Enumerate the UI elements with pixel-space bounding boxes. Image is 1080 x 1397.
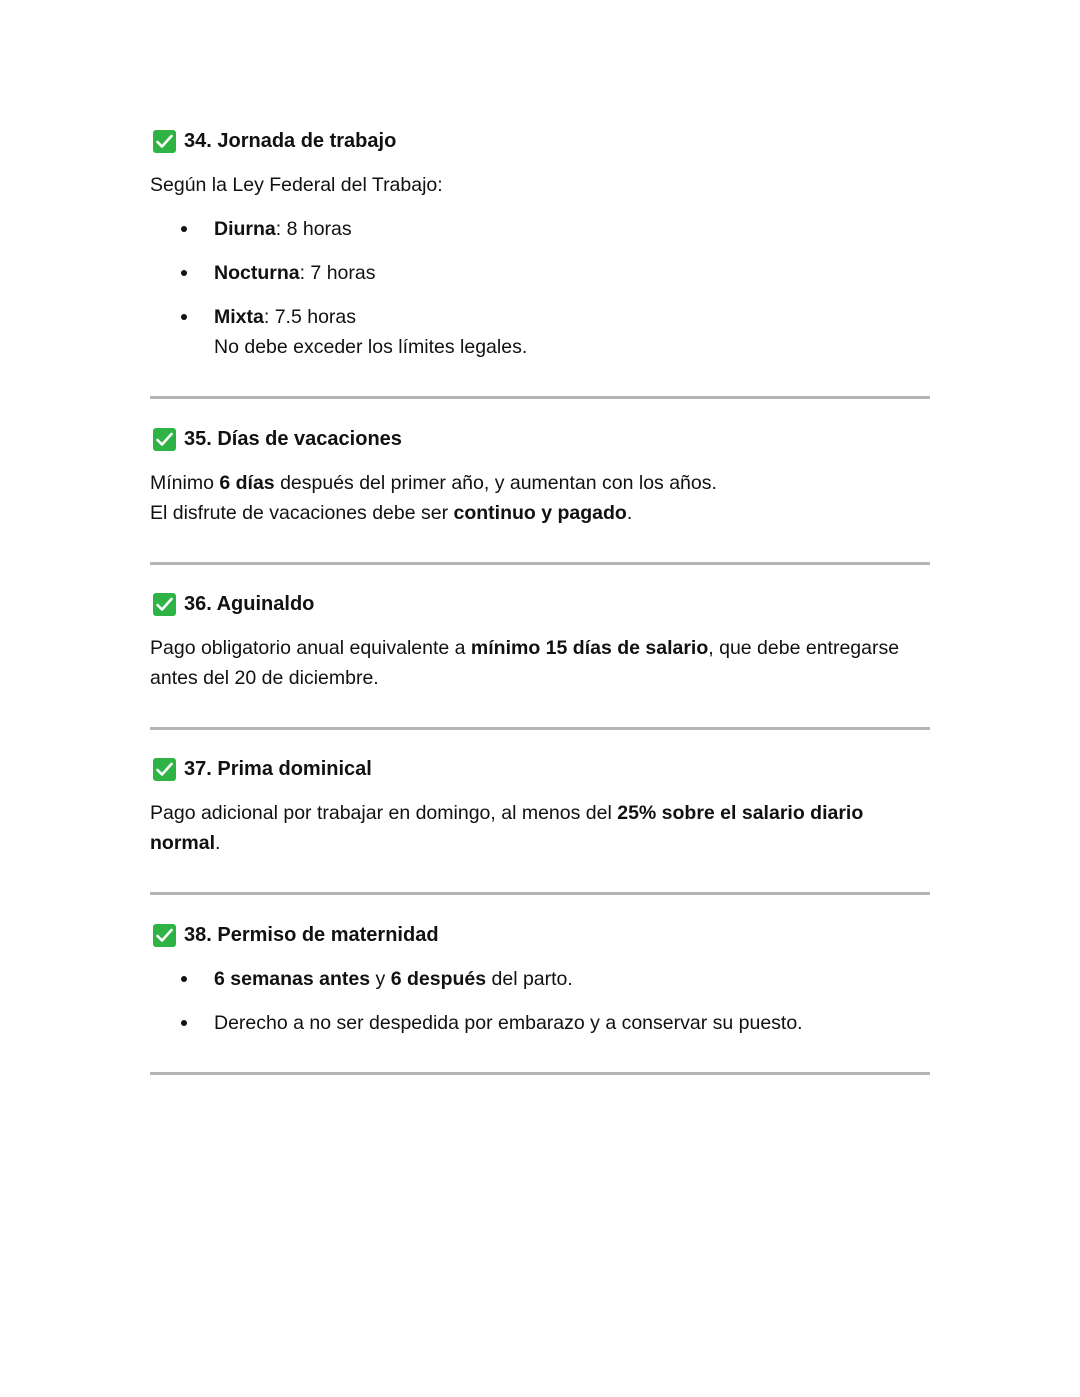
section-body: Mínimo 6 días después del primer año, y aumentan con los años. El disfrute de vacaciones debe ser continuo y pagado.	[150, 472, 717, 524]
section-heading	[150, 756, 930, 782]
list-item: Diurna: 8 horas	[150, 214, 930, 244]
section-divider	[150, 892, 930, 895]
list-item: Mixta: 7.5 horas No debe exceder los límites legales.	[150, 302, 930, 362]
section-38	[150, 922, 930, 1038]
bullet-list	[150, 214, 930, 362]
section-heading	[150, 426, 930, 452]
section-body: Pago obligatorio anual equivalente a mínimo 15 días de salario, que debe entregarse antes del 20 de diciembre.	[150, 637, 900, 689]
section-body: Pago adicional por trabajar en domingo, al menos del 25% sobre el salario diario normal.	[150, 802, 864, 854]
list-item: Nocturna: 7 horas	[150, 258, 930, 288]
section-divider	[150, 1072, 930, 1075]
section-heading	[150, 922, 930, 948]
bullet-note: No debe exceder los límites legales.	[214, 336, 528, 358]
section-34	[150, 128, 930, 362]
section-title: 36. Aguinaldo	[184, 593, 315, 615]
list-item: Derecho a no ser despedida por embarazo y a conservar su puesto.	[150, 1008, 930, 1038]
bullet-icon	[181, 270, 187, 276]
bullet-icon	[181, 314, 187, 320]
check-mark-icon	[153, 428, 176, 451]
section-title: 37. Prima dominical	[184, 758, 372, 780]
bullet-icon	[181, 226, 187, 232]
bullet-icon	[181, 1020, 187, 1026]
check-mark-icon	[153, 924, 176, 947]
section-title: 34. Jornada de trabajo	[184, 130, 397, 152]
section-35	[150, 426, 930, 528]
section-title: 35. Días de vacaciones	[184, 428, 402, 450]
check-mark-icon	[153, 593, 176, 616]
section-title: 38. Permiso de maternidad	[184, 924, 439, 946]
section-intro: Según la Ley Federal del Trabajo:	[150, 174, 443, 196]
section-divider	[150, 396, 930, 399]
section-divider	[150, 562, 930, 565]
bullet-icon	[181, 976, 187, 982]
section-heading	[150, 591, 930, 617]
section-divider	[150, 727, 930, 730]
section-36	[150, 591, 930, 693]
section-heading	[150, 128, 930, 154]
check-mark-icon	[153, 758, 176, 781]
bullet-list	[150, 964, 930, 1038]
section-37	[150, 756, 930, 858]
check-mark-icon	[153, 130, 176, 153]
list-item: 6 semanas antes y 6 después del parto.	[150, 964, 930, 994]
